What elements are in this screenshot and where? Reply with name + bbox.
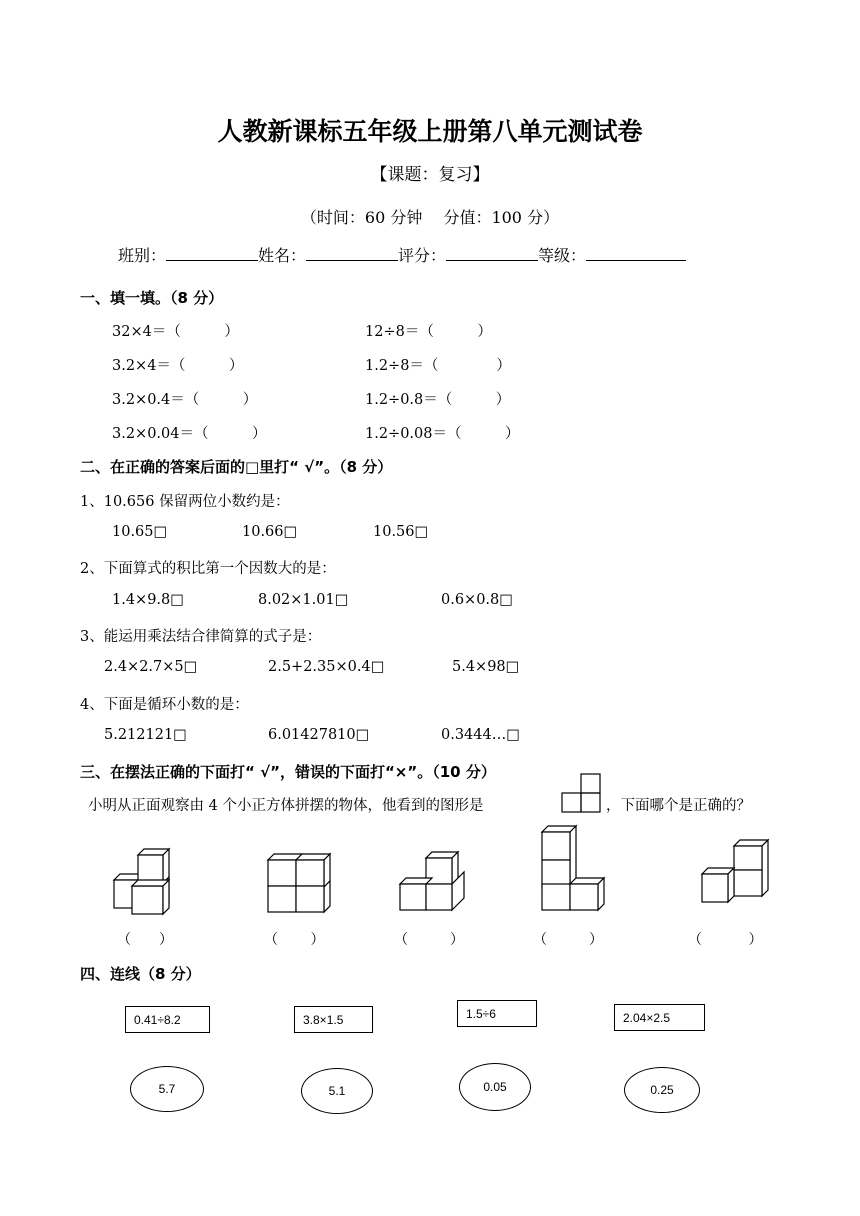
score-label: 评分： [398,246,447,265]
grade-blank[interactable] [586,242,686,261]
fill-item: 3.2×4＝（ ） [112,358,244,374]
choice-option[interactable]: 8.02×1.01□ [258,592,349,608]
result-oval[interactable]: 5.1 [301,1068,373,1114]
choice-option[interactable]: 0.6×0.8□ [441,592,513,608]
subtitle: 【课题：复习】 [370,165,490,185]
question-stem: 3、能运用乘法结合律简算的式子是： [80,629,322,645]
answer-paren-3[interactable]: （ ） [394,932,464,948]
fill-item: 3.2×0.4＝（ ） [112,392,258,408]
choice-option[interactable]: 10.66□ [242,524,298,540]
result-oval[interactable]: 0.25 [624,1067,700,1113]
choice-option[interactable]: 2.4×2.7×5□ [104,659,198,675]
cube-figure-2 [262,848,334,916]
result-oval[interactable]: 0.05 [459,1063,531,1111]
expression-box[interactable]: 3.8×1.5 [294,1006,373,1033]
section3-heading: 三、在摆法正确的下面打“ √”，错误的下面打“×”。（10 分） [80,763,496,781]
section2-heading: 二、在正确的答案后面的□里打“ √”。（8 分） [80,458,393,476]
time-info: （时间：60 分钟 分值：100 分） [300,208,560,227]
name-blank[interactable] [306,242,398,261]
choice-option[interactable]: 6.01427810□ [268,727,370,743]
cube-figure-3 [394,846,474,914]
score-blank[interactable] [446,242,538,261]
choice-option[interactable]: 5.4×98□ [452,659,520,675]
answer-paren-5[interactable]: （ ） [688,932,763,948]
cube-figure-4 [538,822,614,914]
student-info-line [118,242,686,266]
answer-paren-4[interactable]: （ ） [533,932,603,948]
section4-heading: 四、连线（8 分） [80,965,201,983]
question-stem: 4、下面是循环小数的是： [80,697,249,713]
section3-prompt-after: ，下面哪个是正确的？ [606,798,751,814]
section3-prompt-before: 小明从正面观察由 4 个小正方体拼摆的物体，他看到的图形是 [88,798,484,814]
answer-paren-1[interactable]: （ ） [117,932,173,948]
grade-label: 等级： [538,246,587,265]
fill-item: 1.2÷8＝（ ） [365,358,511,374]
fill-item: 12÷8＝（ ） [365,324,492,340]
choice-option[interactable]: 2.5+2.35×0.4□ [268,659,385,675]
fill-item: 1.2÷0.08＝（ ） [365,426,520,442]
choice-option[interactable]: 10.56□ [373,524,429,540]
choice-option[interactable]: 5.212121□ [104,727,187,743]
choice-option[interactable]: 1.4×9.8□ [112,592,184,608]
section1-heading: 一、填一填。（8 分） [80,289,224,307]
name-label: 姓名： [258,246,307,265]
question-stem: 2、下面算式的积比第一个因数大的是： [80,561,336,577]
cube-figure-5 [694,834,774,910]
page-title: 人教新课标五年级上册第八单元测试卷 [217,117,643,146]
result-oval[interactable]: 5.7 [130,1066,204,1112]
fill-item: 3.2×0.04＝（ ） [112,426,267,442]
answer-paren-2[interactable]: （ ） [264,932,325,948]
fill-item: 1.2÷0.8＝（ ） [365,392,511,408]
question-stem: 1、10.656 保留两位小数约是： [80,494,290,510]
cube-figure-1 [100,840,190,920]
class-blank[interactable] [166,242,258,261]
choice-option[interactable]: 10.65□ [112,524,168,540]
expression-box[interactable]: 1.5÷6 [457,1000,537,1027]
expression-box[interactable]: 0.41÷8.2 [125,1006,210,1033]
class-label: 班别： [118,246,167,265]
fill-item: 32×4＝（ ） [112,324,239,340]
front-view-shape [560,772,604,814]
choice-option[interactable]: 0.3444…□ [441,727,520,743]
expression-box[interactable]: 2.04×2.5 [614,1004,705,1031]
